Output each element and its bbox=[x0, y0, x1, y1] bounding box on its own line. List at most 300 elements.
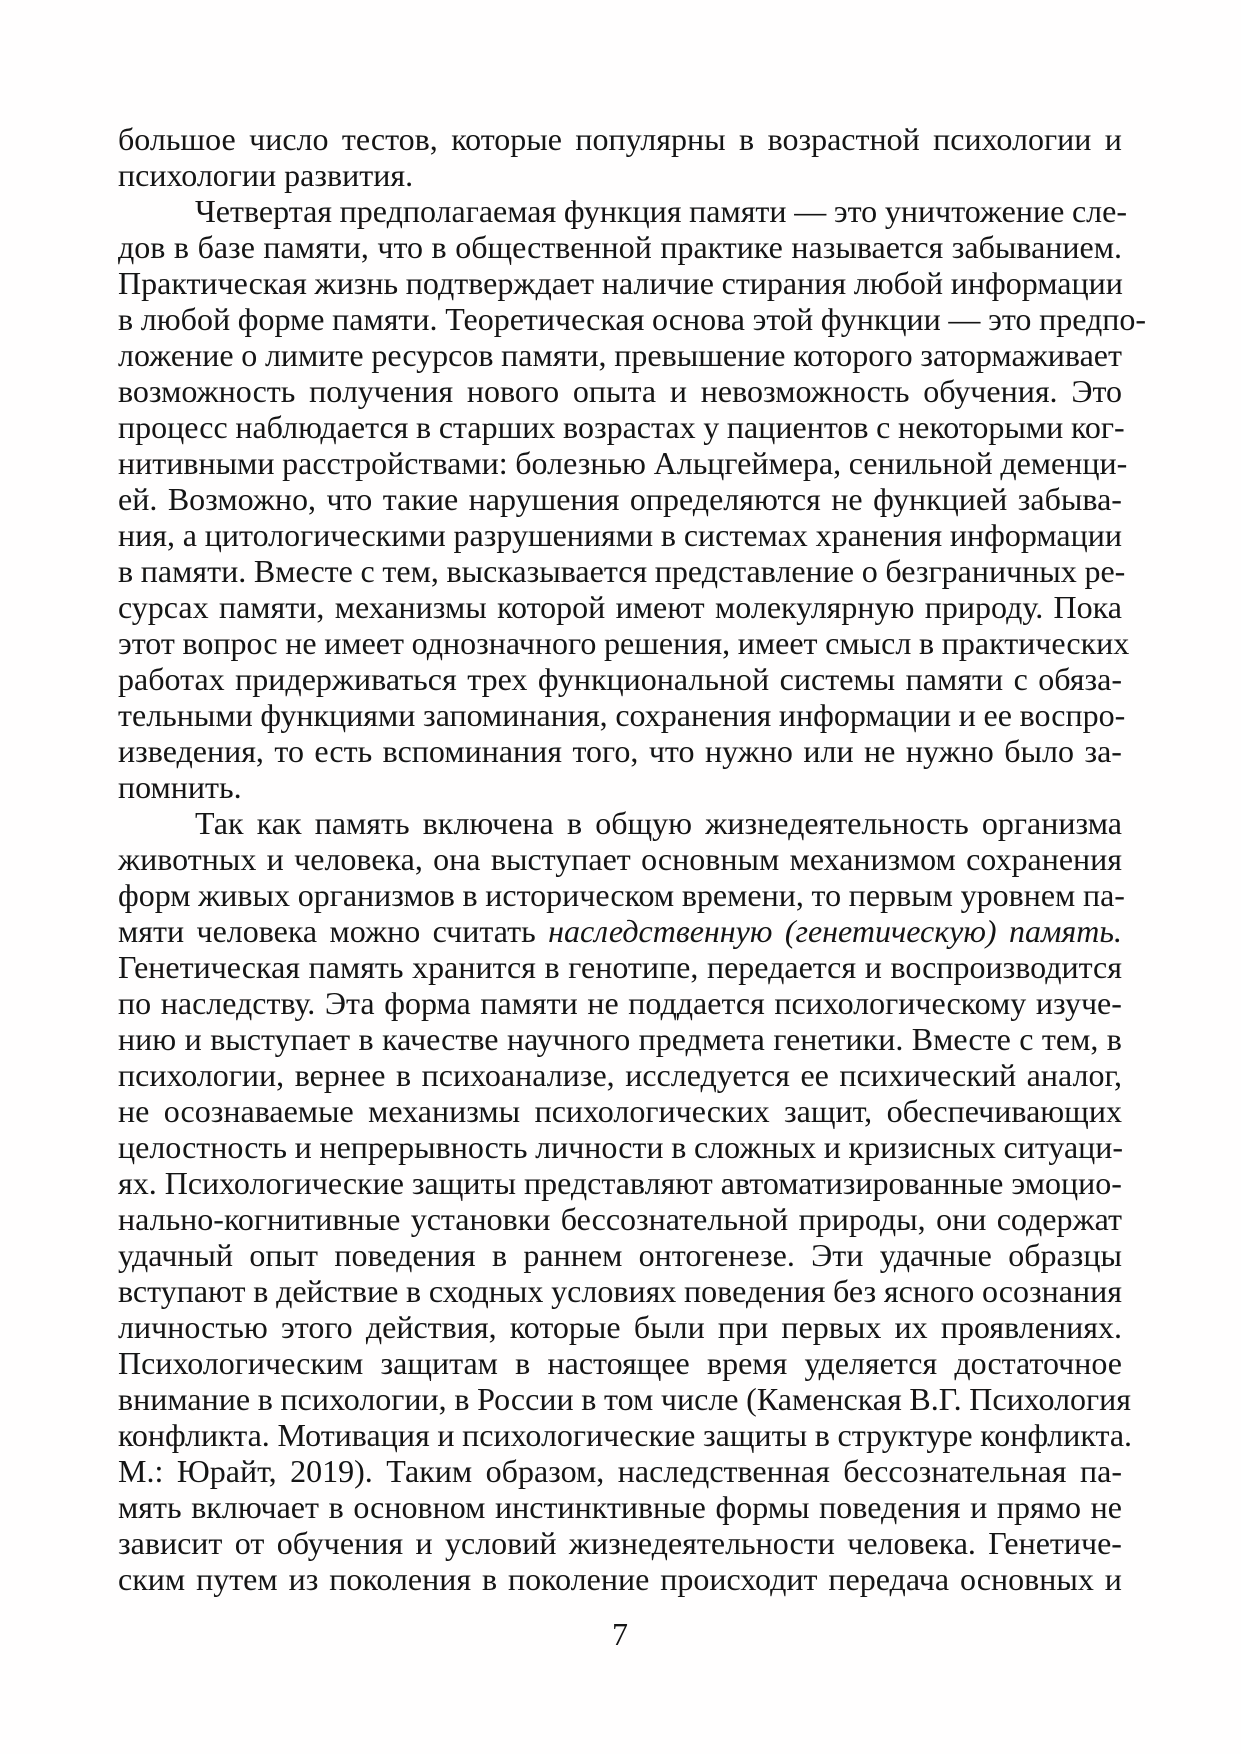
body-text: Таким bbox=[386, 1453, 473, 1489]
body-text: условиях bbox=[551, 1273, 677, 1309]
text-line bbox=[118, 445, 1128, 481]
body-text: с bbox=[1019, 1021, 1034, 1057]
body-text: проявлениях. bbox=[940, 1309, 1122, 1345]
body-text: что bbox=[648, 733, 695, 769]
body-text: памяти, bbox=[501, 337, 607, 373]
body-text: Так bbox=[195, 805, 244, 841]
body-text: определяются bbox=[629, 481, 821, 517]
body-text: действие bbox=[276, 1273, 399, 1309]
body-text: которые bbox=[451, 121, 562, 157]
body-text: памяти bbox=[480, 985, 578, 1021]
body-text: тем, bbox=[382, 553, 439, 589]
body-text: ложение bbox=[118, 337, 234, 373]
italic-text: память. bbox=[1008, 913, 1122, 949]
body-text: бессознательная bbox=[843, 1453, 1067, 1489]
body-text: что bbox=[326, 481, 373, 517]
text-line bbox=[118, 337, 1122, 373]
body-text: что bbox=[377, 229, 424, 265]
body-text: возрастах bbox=[563, 409, 696, 445]
text-line bbox=[118, 625, 1130, 661]
body-text: М.: bbox=[118, 1453, 164, 1489]
body-text: — bbox=[948, 301, 981, 337]
body-text: представление bbox=[654, 553, 855, 589]
body-text: ей. bbox=[118, 481, 158, 517]
body-text: образом, bbox=[485, 1453, 605, 1489]
body-text: придерживаться bbox=[235, 661, 457, 697]
body-text: не bbox=[285, 625, 317, 661]
body-text: превышение bbox=[614, 337, 786, 373]
body-text: ния, bbox=[118, 517, 175, 553]
body-text: в bbox=[671, 1129, 687, 1165]
body-text: однозначного bbox=[411, 625, 597, 661]
body-text: в bbox=[660, 517, 677, 553]
body-text: память bbox=[308, 949, 404, 985]
body-text: наследству. bbox=[160, 985, 316, 1021]
body-text: их bbox=[894, 1309, 928, 1345]
text-line bbox=[118, 409, 1125, 445]
body-text: смысл bbox=[825, 625, 912, 661]
body-text: памяти. bbox=[140, 553, 247, 589]
body-text: в bbox=[481, 1561, 498, 1597]
body-text: от bbox=[234, 1525, 265, 1561]
text-line bbox=[118, 1129, 1122, 1165]
body-text: конфликта. bbox=[980, 1417, 1133, 1453]
body-text: личностью bbox=[118, 1309, 268, 1345]
italic-text: наследственную bbox=[548, 913, 773, 949]
text-line bbox=[118, 1489, 1122, 1525]
body-text: па- bbox=[1080, 1453, 1122, 1489]
body-text: ее bbox=[983, 697, 1012, 733]
body-text: мять bbox=[118, 1489, 182, 1525]
text-line bbox=[118, 157, 1122, 193]
body-text: психологии bbox=[933, 121, 1092, 157]
body-text: некоторыми bbox=[898, 409, 1064, 445]
body-text: было bbox=[1004, 733, 1074, 769]
body-text: которого bbox=[793, 337, 913, 373]
body-text: функцией bbox=[873, 481, 1008, 517]
body-text: автоматизированные bbox=[720, 1165, 1004, 1201]
body-text: памяти bbox=[905, 661, 1004, 697]
body-text: любой bbox=[853, 265, 944, 301]
body-text: болезнью bbox=[515, 445, 646, 481]
body-text: функциями bbox=[260, 697, 416, 733]
body-text: это bbox=[833, 193, 878, 229]
body-text: функциональной bbox=[537, 661, 770, 697]
body-text: с bbox=[876, 409, 891, 445]
body-text: условий bbox=[444, 1525, 557, 1561]
body-text: настоящее bbox=[547, 1345, 690, 1381]
body-text: она bbox=[433, 841, 481, 877]
body-text: установки bbox=[410, 1201, 551, 1237]
body-text: в bbox=[491, 1237, 508, 1273]
body-text: цитологическими bbox=[204, 517, 446, 553]
text-line bbox=[118, 517, 1122, 553]
text-line bbox=[118, 1453, 1122, 1489]
body-text: разрушениями bbox=[453, 517, 654, 553]
body-text: прямо bbox=[996, 1489, 1081, 1525]
body-text: у bbox=[703, 409, 720, 445]
body-text: научного bbox=[506, 1021, 631, 1057]
body-text: тестов, bbox=[341, 121, 438, 157]
body-text: в bbox=[118, 301, 134, 337]
body-text: они bbox=[936, 1201, 987, 1237]
body-text: называется bbox=[791, 229, 944, 265]
body-text: информации bbox=[778, 697, 952, 733]
body-text: имеют bbox=[615, 589, 705, 625]
body-text: и bbox=[184, 1021, 202, 1057]
body-text: психический bbox=[839, 1057, 1017, 1093]
body-text: и bbox=[823, 1129, 841, 1165]
text-line bbox=[118, 1165, 1122, 1201]
body-text: удачный bbox=[118, 1237, 234, 1273]
body-text: 2019). bbox=[290, 1453, 373, 1489]
body-text: старших bbox=[438, 409, 556, 445]
body-text: механизмы bbox=[368, 1093, 521, 1129]
body-text: хранится bbox=[412, 949, 536, 985]
body-text: функция bbox=[563, 193, 682, 229]
body-text: защит, bbox=[783, 1093, 873, 1129]
body-text: раннем bbox=[523, 1237, 623, 1273]
body-text: по bbox=[118, 985, 152, 1021]
body-text: качестве bbox=[382, 1021, 499, 1057]
body-text: или bbox=[803, 733, 854, 769]
body-text: а bbox=[182, 517, 197, 553]
body-text: как bbox=[256, 805, 302, 841]
text-line bbox=[118, 589, 1122, 625]
body-text: с bbox=[360, 553, 375, 589]
body-text: человека, bbox=[294, 841, 423, 877]
body-text: в bbox=[814, 1417, 830, 1453]
body-text: хранения bbox=[815, 517, 943, 553]
body-text: считать bbox=[432, 913, 536, 949]
body-text: природы, bbox=[798, 1201, 926, 1237]
body-text: конфликта. bbox=[118, 1417, 270, 1453]
body-text: уровнем bbox=[960, 877, 1076, 913]
text-line bbox=[118, 913, 1122, 949]
body-text: па- bbox=[1082, 877, 1125, 913]
body-text: Вместе bbox=[253, 553, 353, 589]
body-text: сенильной bbox=[848, 445, 993, 481]
body-text: тельными bbox=[118, 697, 253, 733]
body-text: обучения. bbox=[923, 373, 1058, 409]
body-text: и bbox=[294, 1129, 312, 1165]
body-text: получения bbox=[309, 373, 454, 409]
body-text: и bbox=[437, 1417, 455, 1453]
text-line bbox=[118, 805, 1122, 841]
body-text: психологии, bbox=[118, 1057, 285, 1093]
body-text: выступает bbox=[490, 841, 631, 877]
body-text: достаточное bbox=[954, 1345, 1122, 1381]
body-text: психологические bbox=[462, 1417, 696, 1453]
body-text: в bbox=[454, 1381, 470, 1417]
body-text: форма bbox=[384, 985, 471, 1021]
body-text: жизнь bbox=[314, 265, 399, 301]
body-text: сходных bbox=[428, 1273, 544, 1309]
body-text: в bbox=[515, 1345, 531, 1381]
body-text: трех bbox=[467, 661, 528, 697]
body-text: дов bbox=[118, 229, 166, 265]
body-text: затормаживает bbox=[920, 337, 1122, 373]
body-text: изуче- bbox=[1035, 985, 1122, 1021]
body-text: нужно bbox=[704, 733, 793, 769]
body-text: с bbox=[1013, 661, 1028, 697]
body-text: онтогенезе. bbox=[638, 1237, 795, 1273]
body-text: в bbox=[358, 1021, 374, 1057]
body-text: действия, bbox=[365, 1309, 497, 1345]
text-line bbox=[118, 1021, 1122, 1057]
body-text: психологии, bbox=[280, 1381, 447, 1417]
body-text: вернее bbox=[294, 1057, 386, 1093]
body-text: практических bbox=[941, 625, 1130, 661]
body-text: за- bbox=[1084, 733, 1122, 769]
body-text: сурсах bbox=[118, 589, 209, 625]
body-text: сле- bbox=[1071, 193, 1127, 229]
body-text: ясного bbox=[883, 1273, 975, 1309]
body-text: памяти, bbox=[263, 229, 369, 265]
text-line bbox=[118, 841, 1122, 877]
body-text: памяти bbox=[689, 193, 787, 229]
body-text: и bbox=[1104, 121, 1122, 157]
body-text: жизнедеятельность bbox=[705, 805, 969, 841]
body-text: том bbox=[604, 1381, 654, 1417]
body-text: есть bbox=[314, 733, 373, 769]
body-text: Четвертая bbox=[195, 193, 332, 229]
body-text: числе bbox=[660, 1381, 739, 1417]
text-line bbox=[118, 1273, 1122, 1309]
body-text: ским bbox=[118, 1561, 186, 1597]
text-line bbox=[118, 121, 1122, 157]
body-text: предпо- bbox=[1039, 301, 1147, 337]
body-text: время bbox=[706, 1345, 788, 1381]
body-text: о bbox=[861, 553, 878, 589]
text-line bbox=[118, 1237, 1122, 1273]
body-text: невозможность bbox=[700, 373, 910, 409]
body-text: работах bbox=[118, 661, 225, 697]
body-text: механизмы bbox=[334, 589, 487, 625]
body-text: общую bbox=[595, 805, 693, 841]
body-text: личности bbox=[535, 1129, 664, 1165]
text-line bbox=[118, 697, 1126, 733]
text-line bbox=[118, 373, 1122, 409]
body-text: наличие bbox=[601, 265, 714, 301]
body-text: эмоцио- bbox=[1011, 1165, 1122, 1201]
body-text: забыванием. bbox=[951, 229, 1122, 265]
body-text: вопрос bbox=[182, 625, 278, 661]
body-text: механизмом bbox=[789, 841, 956, 877]
body-text: это bbox=[988, 301, 1032, 337]
body-text: (Каменская bbox=[746, 1381, 902, 1417]
body-text: уделяется bbox=[804, 1345, 938, 1381]
body-text: то bbox=[811, 877, 842, 913]
body-text: первых bbox=[781, 1309, 882, 1345]
body-text: ре- bbox=[1084, 553, 1126, 589]
body-text: нарушения bbox=[468, 481, 620, 517]
body-text: тем, bbox=[1041, 1021, 1099, 1057]
body-text: поведения bbox=[334, 1237, 476, 1273]
body-text: Психология bbox=[969, 1381, 1132, 1417]
body-text: этой bbox=[752, 301, 814, 337]
body-text: поддается bbox=[628, 985, 765, 1021]
body-text: защиты bbox=[411, 1165, 516, 1201]
body-text: аналог, bbox=[1026, 1057, 1122, 1093]
body-text: Практическая bbox=[118, 265, 307, 301]
body-text: в bbox=[1106, 1021, 1122, 1057]
body-text: Генетиче- bbox=[988, 1525, 1122, 1561]
body-text: память bbox=[314, 805, 410, 841]
body-text: в bbox=[462, 877, 478, 913]
body-text: популярны bbox=[575, 121, 726, 157]
body-text: не bbox=[587, 985, 619, 1021]
body-text: психологическому bbox=[774, 985, 1027, 1021]
body-text: нию bbox=[118, 1021, 177, 1057]
body-text: обяза- bbox=[1038, 661, 1122, 697]
body-text: зависит bbox=[118, 1525, 223, 1561]
body-text: о bbox=[241, 337, 258, 373]
body-text: информации bbox=[950, 265, 1123, 301]
body-text: без bbox=[833, 1273, 877, 1309]
body-text: того, bbox=[572, 733, 639, 769]
body-text: Юрайт, bbox=[176, 1453, 277, 1489]
body-text: поведения bbox=[684, 1273, 826, 1309]
body-text: поколение bbox=[508, 1561, 650, 1597]
body-text: и bbox=[958, 697, 976, 733]
body-text: этот bbox=[118, 625, 175, 661]
body-text: целостность bbox=[118, 1129, 287, 1165]
italic-text: (генетическую) bbox=[784, 913, 997, 949]
body-text: в bbox=[173, 229, 190, 265]
body-text: такие bbox=[382, 481, 459, 517]
body-text: удачные bbox=[879, 1237, 992, 1273]
body-text: бессознательной bbox=[560, 1201, 789, 1237]
body-text: системах bbox=[683, 517, 808, 553]
body-text: осознания bbox=[981, 1273, 1122, 1309]
text-line bbox=[118, 301, 1147, 337]
text-line bbox=[118, 193, 1127, 229]
body-text: в bbox=[253, 1273, 269, 1309]
body-text: образцы bbox=[1008, 1237, 1122, 1273]
body-text: имеет bbox=[324, 625, 404, 661]
body-text: передача bbox=[828, 1561, 950, 1597]
body-text: Генетическая bbox=[118, 949, 300, 985]
body-text: наблюдается bbox=[235, 409, 409, 445]
body-text: уничтожение bbox=[884, 193, 1065, 229]
body-text: основа bbox=[651, 301, 745, 337]
body-text: непрерывность bbox=[319, 1129, 528, 1165]
body-text: включает bbox=[191, 1489, 319, 1525]
body-text: Теоретическая bbox=[445, 301, 645, 337]
body-text: не bbox=[118, 1093, 150, 1129]
body-text: в bbox=[416, 409, 432, 445]
body-text: структуре bbox=[837, 1417, 973, 1453]
body-text: в bbox=[328, 1489, 344, 1525]
text-line bbox=[118, 949, 1122, 985]
body-text: Психологическим bbox=[118, 1345, 364, 1381]
body-text: основном bbox=[353, 1489, 486, 1525]
body-text: в bbox=[581, 1381, 597, 1417]
body-text: в bbox=[118, 553, 134, 589]
body-text: передается bbox=[706, 949, 857, 985]
body-text: не bbox=[831, 481, 863, 517]
body-text: расстройствами: bbox=[282, 445, 508, 481]
body-text: забыва- bbox=[1017, 481, 1122, 517]
body-text: системы bbox=[779, 661, 896, 697]
body-text: в bbox=[406, 1273, 422, 1309]
body-text: большое bbox=[118, 121, 236, 157]
body-text: человека bbox=[196, 913, 318, 949]
body-text: человека. bbox=[847, 1525, 976, 1561]
body-text: лимите bbox=[264, 337, 364, 373]
text-line bbox=[118, 1525, 1122, 1561]
body-text: путем bbox=[196, 1561, 278, 1597]
body-text: высказывается bbox=[446, 553, 648, 589]
body-text: животных bbox=[118, 841, 257, 877]
body-text: были bbox=[633, 1309, 705, 1345]
body-text: историческом bbox=[485, 877, 675, 913]
body-text: в bbox=[566, 805, 583, 841]
body-text: процесс bbox=[118, 409, 228, 445]
body-text: и bbox=[864, 949, 882, 985]
body-text: ресурсов bbox=[371, 337, 494, 373]
text-line bbox=[118, 1093, 1122, 1129]
body-text: и bbox=[669, 373, 688, 409]
body-text: России bbox=[477, 1381, 574, 1417]
body-text: сохранения bbox=[966, 841, 1122, 877]
body-text: опыт bbox=[249, 1237, 318, 1273]
body-text: в bbox=[395, 1057, 412, 1093]
body-text: основным bbox=[641, 841, 780, 877]
text-line bbox=[118, 1057, 1122, 1093]
body-text: безграничных bbox=[885, 553, 1077, 589]
body-text: которой bbox=[497, 589, 606, 625]
body-text: воспро- bbox=[1019, 697, 1126, 733]
body-text: психоанализе, bbox=[421, 1057, 615, 1093]
text-line bbox=[118, 733, 1122, 769]
body-text: Вместе bbox=[911, 1021, 1011, 1057]
body-text: — bbox=[794, 193, 827, 229]
body-text: и bbox=[266, 841, 284, 877]
body-text: стирания bbox=[721, 265, 847, 301]
body-text: форме bbox=[237, 301, 325, 337]
body-text: генетики. bbox=[773, 1021, 904, 1057]
body-text: предмета bbox=[638, 1021, 765, 1057]
body-text: осознаваемые bbox=[163, 1093, 354, 1129]
body-text: базе bbox=[197, 229, 255, 265]
body-text: то bbox=[274, 733, 304, 769]
text-line bbox=[118, 229, 1122, 265]
body-text: нально-когнитивные bbox=[118, 1201, 401, 1237]
body-text: формы bbox=[715, 1489, 810, 1525]
body-text: помнить. bbox=[118, 769, 242, 805]
text-block bbox=[118, 121, 1147, 1597]
body-text: имеет bbox=[737, 625, 818, 661]
body-text: запоминания, bbox=[423, 697, 608, 733]
body-text: в bbox=[431, 229, 447, 265]
body-text: первым bbox=[848, 877, 953, 913]
body-text: происходит bbox=[660, 1561, 818, 1597]
body-text: обучения bbox=[276, 1525, 404, 1561]
body-text: включена bbox=[422, 805, 554, 841]
body-text: сохранения bbox=[615, 697, 772, 733]
body-text: общественной bbox=[455, 229, 652, 265]
body-text: исследуется bbox=[625, 1057, 790, 1093]
body-text: молекулярную bbox=[715, 589, 915, 625]
text-line bbox=[118, 877, 1125, 913]
text-line bbox=[118, 1561, 1122, 1597]
body-text: Эти bbox=[811, 1237, 864, 1273]
body-text: пациентов bbox=[726, 409, 869, 445]
text-line bbox=[118, 1381, 1132, 1417]
body-text: Пока bbox=[1053, 589, 1122, 625]
